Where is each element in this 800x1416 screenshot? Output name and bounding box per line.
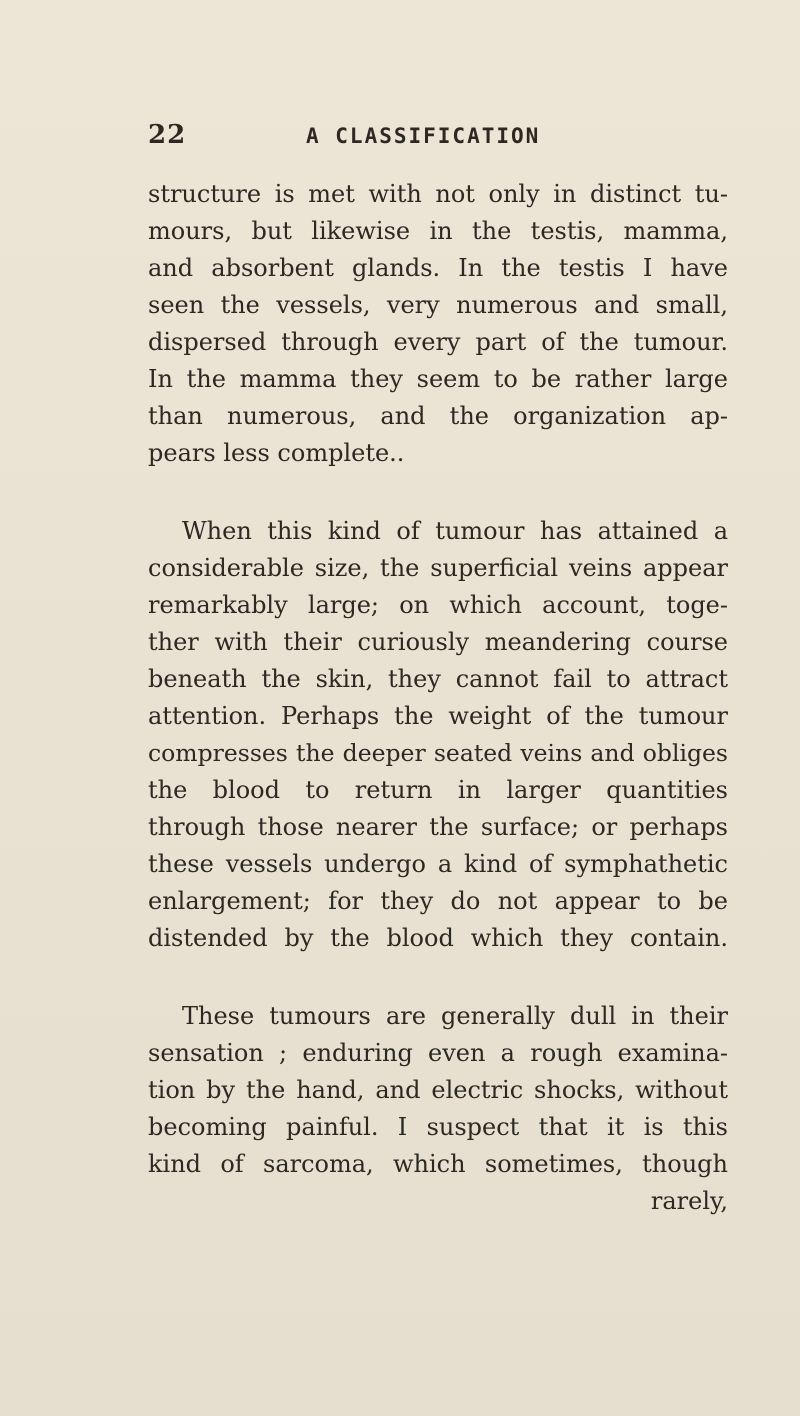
text-line: seen the vessels, very numerous and small, [148, 291, 728, 319]
text-line: remarkably large; on which account, toge- [148, 591, 728, 619]
text-line: distended by the blood which they contain. [148, 924, 728, 952]
text-line: tion by the hand, and electric shocks, without [148, 1076, 728, 1104]
text-line: sensation ; enduring even a rough examina- [148, 1039, 728, 1067]
text-line: enlargement; for they do not appear to be [148, 887, 728, 915]
text-line: In the mamma they seem to be rather large [148, 365, 728, 393]
text-line: these vessels undergo a kind of symphathetic [148, 850, 728, 878]
text-line: than numerous, and the organization ap- [148, 402, 728, 430]
text-line: When this kind of tumour has attained a [182, 517, 728, 545]
text-line: dispersed through every part of the tumour. [148, 328, 728, 356]
text-line: becoming painful. I suspect that it is this [148, 1113, 728, 1141]
paragraph-2 [148, 513, 728, 957]
page-number: 22 [148, 120, 187, 150]
text-line: beneath the skin, they cannot fail to attract [148, 665, 728, 693]
text-line: through those nearer the surface; or perhaps [148, 813, 728, 841]
text-line: structure is met with not only in distinct tu- [148, 180, 728, 208]
text-line: and absorbent glands. In the testis I have [148, 254, 728, 282]
body-text [148, 176, 728, 1220]
text-line: the blood to return in larger quantities [148, 776, 728, 804]
running-head: A CLASSIFICATION [306, 124, 541, 148]
text-line: mours, but likewise in the testis, mamma, [148, 217, 728, 245]
text-line: rarely, [650, 1187, 728, 1215]
text-line: compresses the deeper seated veins and obliges [148, 739, 728, 767]
text-line: These tumours are generally dull in their [182, 1002, 728, 1030]
paragraph-gap [148, 472, 728, 513]
paragraph-1 [148, 176, 728, 472]
text-line: considerable size, the superficial veins appear [148, 554, 728, 582]
text-line: pears less complete.. [148, 439, 405, 467]
text-line: kind of sarcoma, which sometimes, though [148, 1150, 728, 1178]
text-line: attention. Perhaps the weight of the tumour [148, 702, 728, 730]
text-line: ther with their curiously meandering course [148, 628, 728, 656]
paragraph-3 [148, 998, 728, 1220]
paragraph-gap [148, 957, 728, 998]
page-header [148, 120, 728, 160]
